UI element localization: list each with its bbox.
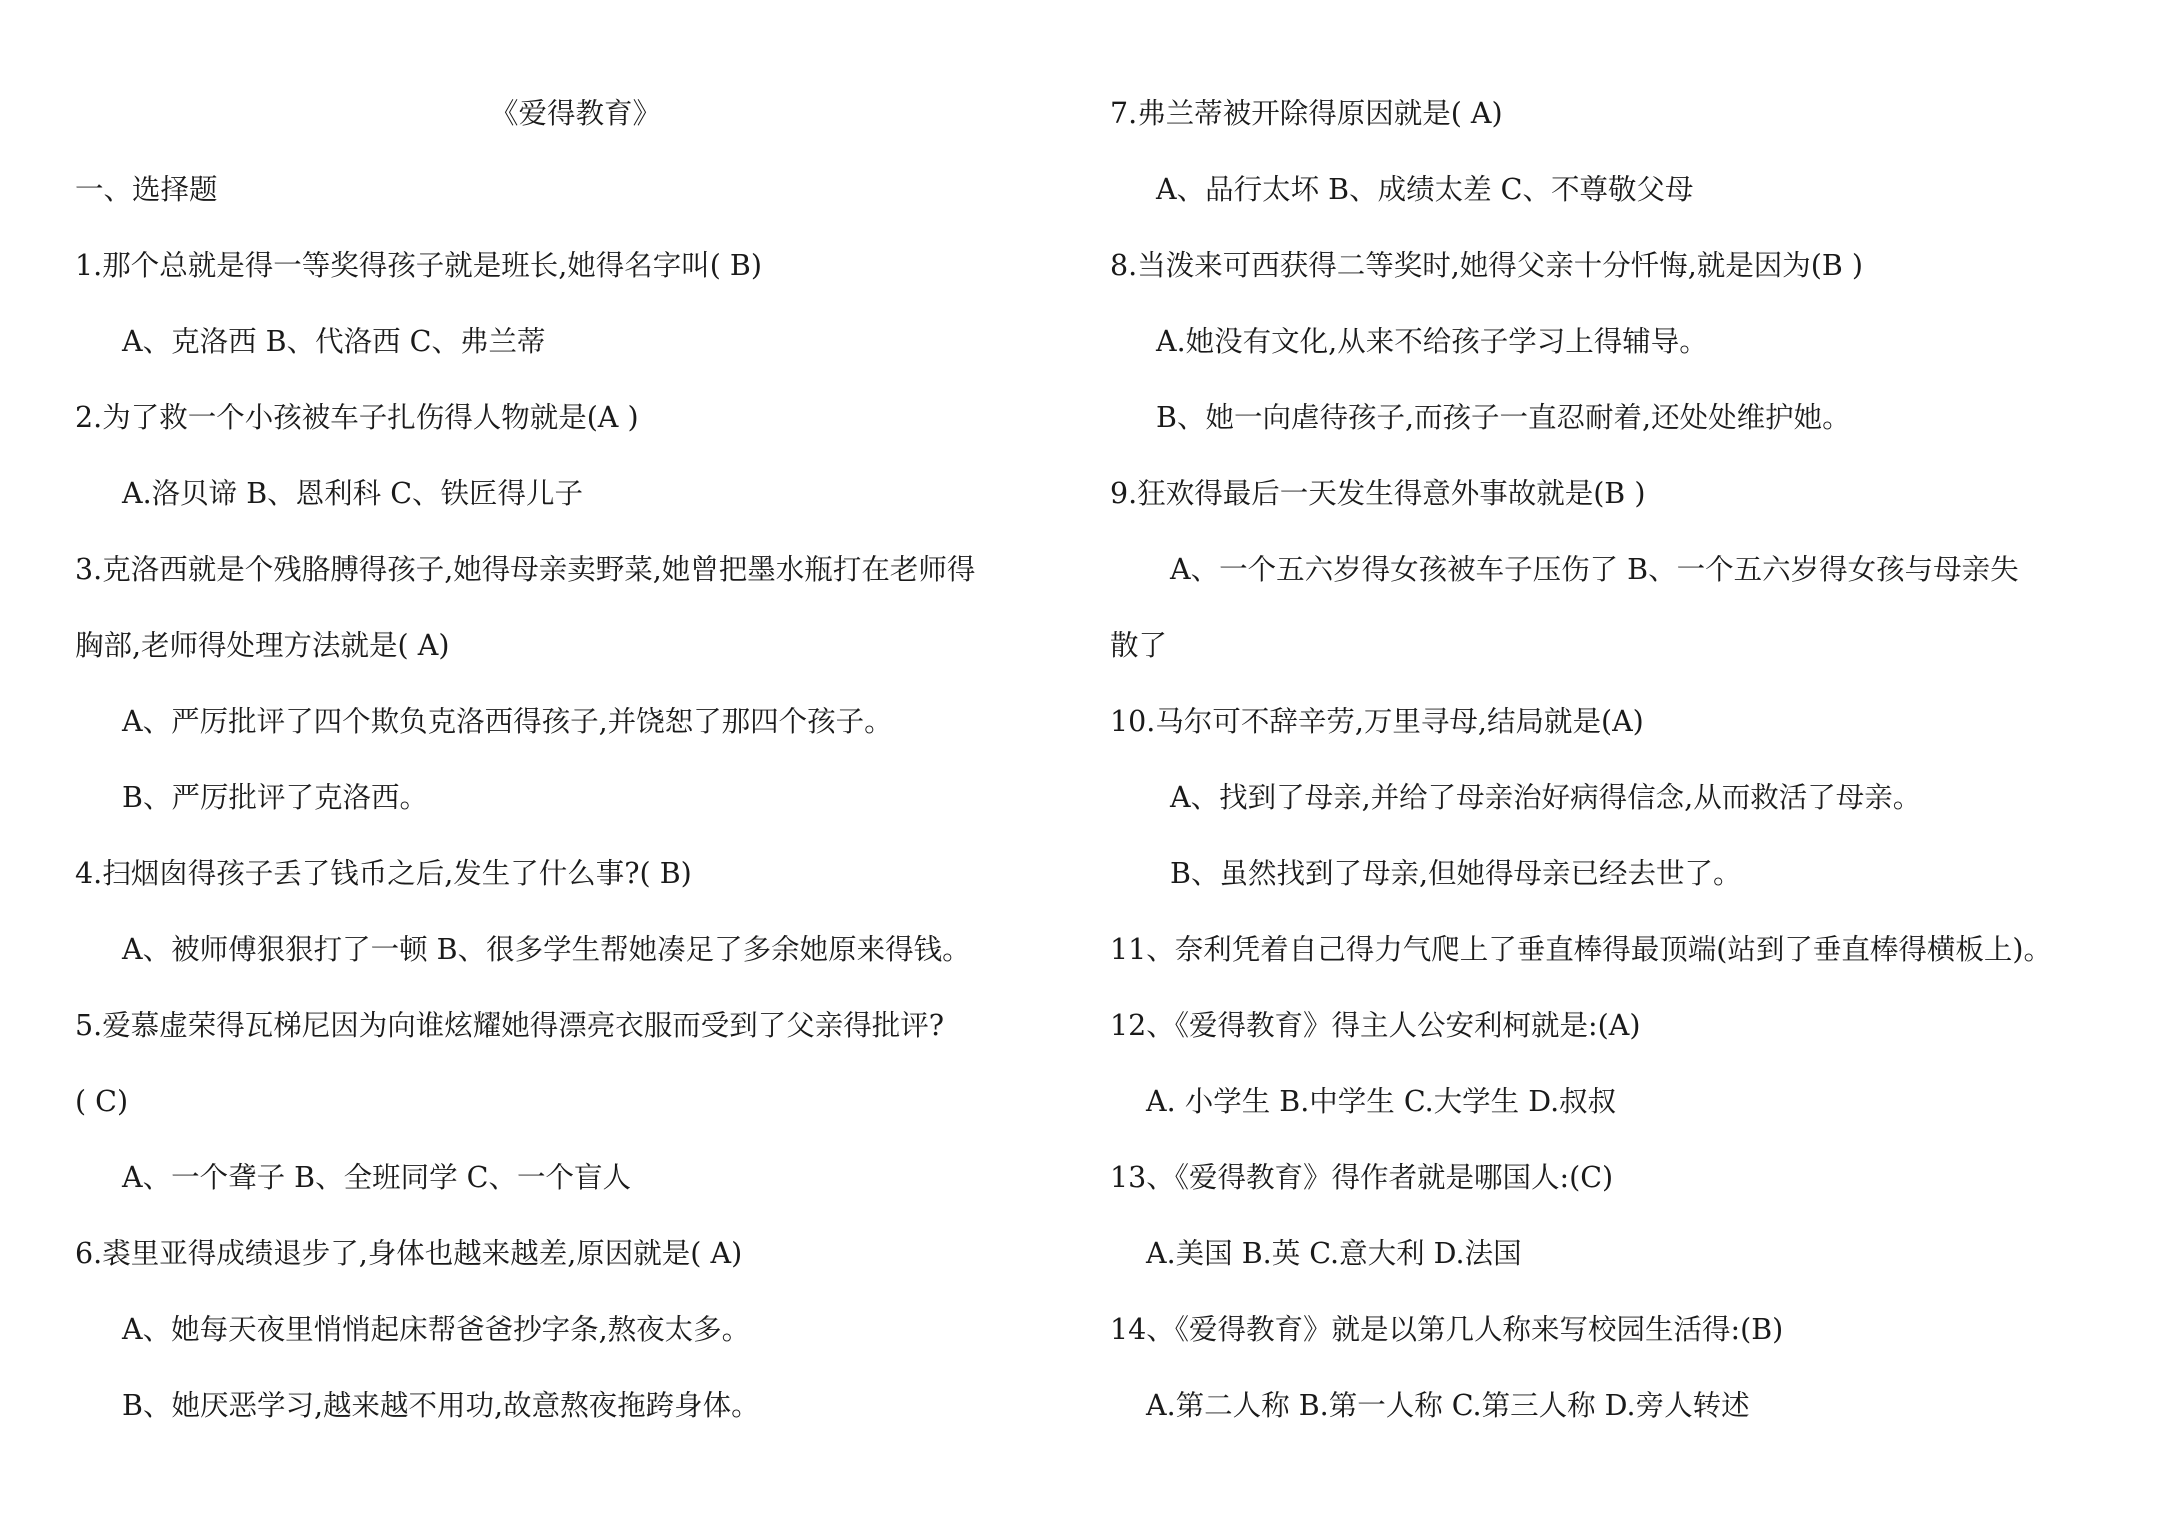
- question-text: 7.弗兰蒂被开除得原因就是( A): [1110, 97, 1503, 130]
- question-text: 13、《爱得教育》得作者就是哪国人:(C): [1110, 1161, 1614, 1194]
- question-text: 5.爱慕虚荣得瓦梯尼因为向谁炫耀她得漂亮衣服而受到了父亲得批评?: [75, 1009, 944, 1042]
- answer-options: A.第二人称 B.第一人称 C.第三人称 D.旁人转述: [1146, 1389, 1750, 1422]
- question-text: 6.裘里亚得成绩退步了,身体也越来越差,原因就是( A): [75, 1237, 743, 1270]
- answer-options: B、严厉批评了克洛西。: [122, 781, 428, 814]
- question-text: 3.克洛西就是个残胳膊得孩子,她得母亲卖野菜,她曾把墨水瓶打在老师得: [75, 553, 976, 586]
- question-text: 14、《爱得教育》就是以第几人称来写校园生活得:(B): [1110, 1313, 1784, 1346]
- answer-options: A. 小学生 B.中学生 C.大学生 D.叔叔: [1146, 1085, 1617, 1118]
- question-text: 4.扫烟囱得孩子丢了钱币之后,发生了什么事?( B): [75, 857, 692, 890]
- question-text: 9.狂欢得最后一天发生得意外事故就是(B ): [1110, 477, 1646, 510]
- answer-options: A、被师傅狠狠打了一顿 B、很多学生帮她凑足了多余她原来得钱。: [122, 933, 971, 966]
- question-text: 10.马尔可不辞辛劳,万里寻母,结局就是(A): [1110, 705, 1644, 738]
- question-text: 11、奈利凭着自己得力气爬上了垂直棒得最顶端(站到了垂直棒得横板上)。: [1110, 933, 2053, 966]
- answer-options: B、她一向虐待孩子,而孩子一直忍耐着,还处处维护她。: [1156, 401, 1851, 434]
- question-text: 1.那个总就是得一等奖得孩子就是班长,她得名字叫( B): [75, 249, 762, 282]
- question-text: ( C): [75, 1085, 129, 1118]
- answer-options: A、找到了母亲,并给了母亲治好病得信念,从而救活了母亲。: [1170, 781, 1922, 814]
- answer-options: A.洛贝谛 B、恩利科 C、铁匠得儿子: [122, 477, 584, 510]
- question-text: 散了: [1110, 629, 1168, 662]
- answer-options: A.美国 B.英 C.意大利 D.法国: [1146, 1237, 1522, 1270]
- answer-options: A、她每天夜里悄悄起床帮爸爸抄字条,熬夜太多。: [122, 1313, 751, 1346]
- question-text: 2.为了救一个小孩被车子扎伤得人物就是(A ): [75, 401, 639, 434]
- answer-options: A、一个聋子 B、全班同学 C、一个盲人: [122, 1161, 631, 1194]
- answer-options: A、一个五六岁得女孩被车子压伤了 B、一个五六岁得女孩与母亲失: [1170, 553, 2019, 586]
- answer-options: B、虽然找到了母亲,但她得母亲已经去世了。: [1170, 857, 1742, 890]
- answer-options: A、克洛西 B、代洛西 C、弗兰蒂: [122, 325, 546, 358]
- document-title: 《爱得教育》: [490, 97, 662, 130]
- section-heading: 一、选择题: [75, 173, 218, 206]
- question-text: 胸部,老师得处理方法就是( A): [75, 629, 450, 662]
- question-text: 12、《爱得教育》得主人公安利柯就是:(A): [1110, 1009, 1641, 1042]
- answer-options: A、品行太坏 B、成绩太差 C、不尊敬父母: [1156, 173, 1694, 206]
- question-text: 8.当泼来可西获得二等奖时,她得父亲十分忏悔,就是因为(B ): [1110, 249, 1864, 282]
- answer-options: B、她厌恶学习,越来越不用功,故意熬夜拖跨身体。: [122, 1389, 760, 1422]
- answer-options: A.她没有文化,从来不给孩子学习上得辅导。: [1156, 325, 1708, 358]
- answer-options: A、严厉批评了四个欺负克洛西得孩子,并饶恕了那四个孩子。: [122, 705, 893, 738]
